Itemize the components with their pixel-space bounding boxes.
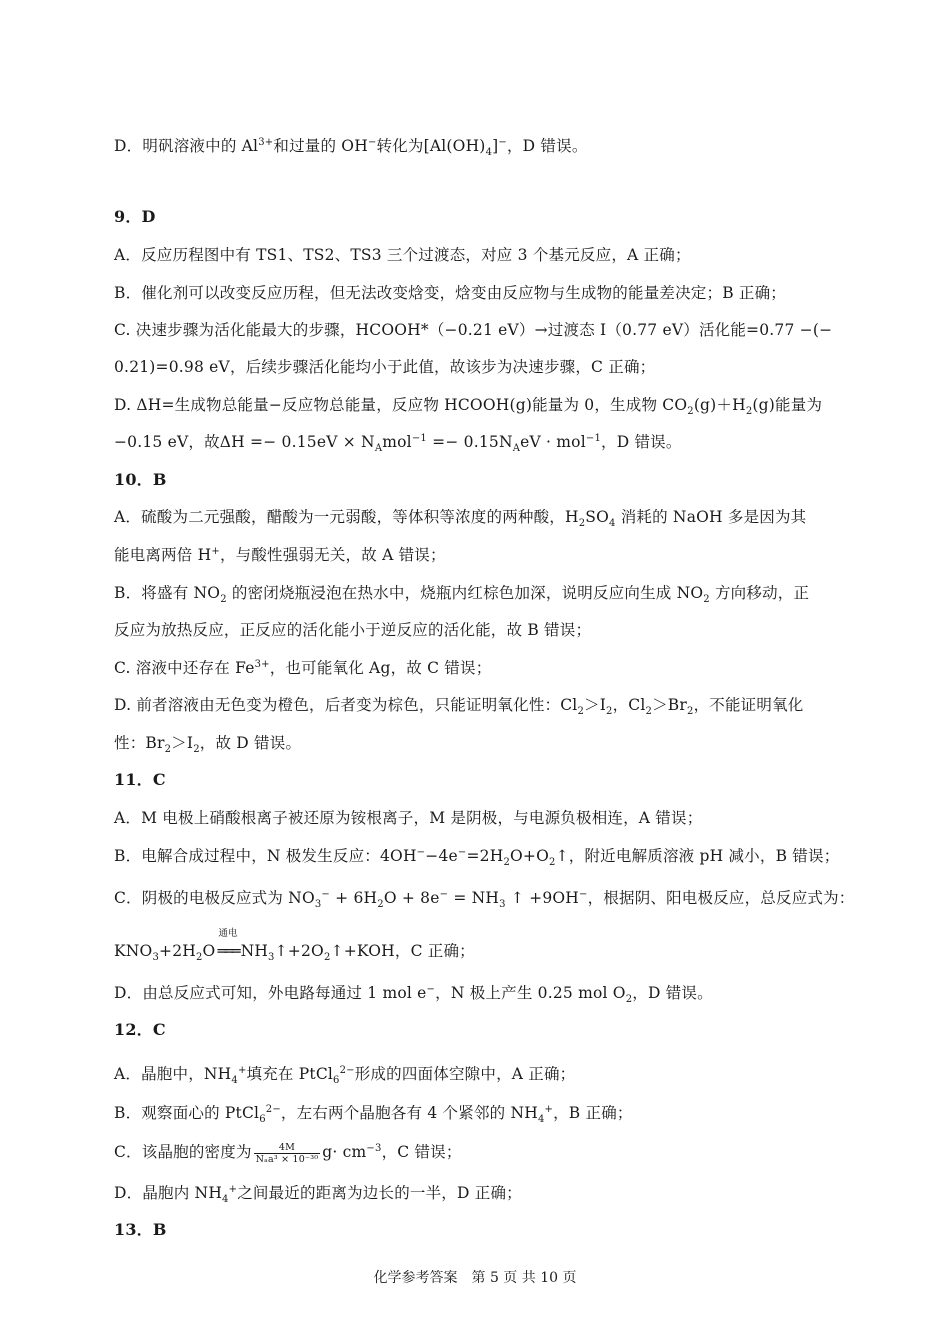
question-heading-10: 10．B xyxy=(114,470,167,489)
answer-line-9c-2: 0.21)=0.98 eV，后续步骤活化能均小于此值，故该步为决速步骤，C 正确； xyxy=(114,358,656,376)
answer-line-11d: D．由总反应式可知，外电路每通过 1 mol e−，N 极上产生 0.25 mol $O_2$，D 错误。 xyxy=(114,983,713,1006)
answer-line-9a: A．反应历程图中有 TS1、TS2、TS3 三个过渡态，对应 3 个基元反应，A 正确； xyxy=(114,246,691,264)
page-footer: 化学参考答案 第 5 页 共 10 页 xyxy=(373,1270,577,1286)
answer-line-9d-2: −0.15 eV，故$\Delta H =- 0.15eV \times N_Amol^{-1} =- 0.15N_AeV \cdot mol^{-1}$，D 错误。 xyxy=(114,432,682,455)
answer-line-9c-1: C. 决速步骤为活化能最大的步骤，HCOOH*（−0.21 eV）→过渡态 I（0.77 eV）活化能=0.77 −(− xyxy=(114,321,833,339)
answer-line-11b: B．电解合成过程中，N 极发生反应：$4OH^--4e^-=2H_2O+O_2↑$，附近电解质溶液 pH 减小，B 错误； xyxy=(114,846,840,869)
question-heading-12: 12．C xyxy=(114,1020,166,1039)
answer-line-12a: A．晶胞中，$NH_4^+$填充在 PtCl$_6^{2-}$形成的四面体空隙中，A 正确； xyxy=(114,1064,576,1087)
answer-line-10a-2: 能电离两倍 H+，与酸性强弱无关，故 A 错误； xyxy=(114,545,446,564)
electrolysis-equals-sign: 通电 ═══ xyxy=(217,928,239,960)
answer-line-8d: D．明矾溶液中的 $Al^{3+}$和过量的 OH−转化为$[Al(OH)_4]^-$，D 错误。 xyxy=(114,136,588,159)
answer-line-12b: B．观察面心的 PtCl$_6^{2-}$，左右两个晶胞各有 4 个紧邻的 $NH_4^+$，B 正确； xyxy=(114,1103,633,1126)
answer-line-12d: D．晶胞内 $NH_4^+$之间最近的距离为边长的一半，D 正确； xyxy=(114,1183,522,1206)
answer-line-10b-2: 反应为放热反应，正反应的活化能小于逆反应的活化能，故 B 错误； xyxy=(114,621,592,639)
answer-line-9d-1: D. ΔH=生成物总能量−反应物总能量，反应物 HCOOH(g)能量为 0，生成物 $CO_2(g)+H_2(g)$能量为 xyxy=(114,396,823,418)
question-heading-9: 9．D xyxy=(114,207,156,226)
answer-line-10a-1: A．硫酸为二元强酸，醋酸为一元弱酸，等体积等浓度的两种酸，$H_2SO_4$ 消耗的 NaOH 多是因为其 xyxy=(114,508,807,530)
answer-line-11a: A．M 电极上硝酸根离子被还原为铵根离子，M 是阴极，与电源负极相连，A 错误； xyxy=(114,809,703,827)
answer-line-11c-2: $KNO_3+2H_2O$ 通电 ═══ $NH_3↑+2O_2↑+KOH$，C 正确； xyxy=(114,928,475,964)
answer-line-10d-2: 性：$Br_2>I_2$，故 D 错误。 xyxy=(114,734,302,756)
answer-line-10d-1: D. 前者溶液由无色变为橙色，后者变为棕色，只能证明氧化性：$Cl_2>I_2$，$Cl_2>Br_2$，不能证明氧化 xyxy=(114,696,804,718)
answer-line-10b-1: B．将盛有 $NO_2$ 的密闭烧瓶浸泡在热水中，烧瓶内红棕色加深，说明反应向生成 $NO_2$ 方向移动，正 xyxy=(114,584,810,606)
density-fraction: $\frac{4M}{\text{Nₐa³ × 10⁻³⁰}}$ xyxy=(255,1141,319,1165)
question-heading-13: 13．B xyxy=(114,1220,167,1239)
answer-line-9b: B．催化剂可以改变反应历程，但无法改变焓变，焓变由反应物与生成物的能量差决定；B 正确； xyxy=(114,284,787,302)
answer-line-12c: C．该晶胞的密度为 $\frac{4M}{\text{Nₐa³ × 10⁻³⁰}}$ $g\cdot cm^{-3}$，C 错误； xyxy=(114,1141,462,1165)
answer-line-10c: C. 溶液中还存在 $Fe^{3+}$，也可能氧化 Ag，故 C 错误； xyxy=(114,658,492,677)
question-heading-11: 11．C xyxy=(114,770,166,789)
answer-line-11c-1: C．阴极的电极反应式为 $NO_3^- + 6H_2O + 8e^- = NH_3$ ↑ +9OH−，根据阴、阳电极反应，总反应式为： xyxy=(114,888,855,911)
